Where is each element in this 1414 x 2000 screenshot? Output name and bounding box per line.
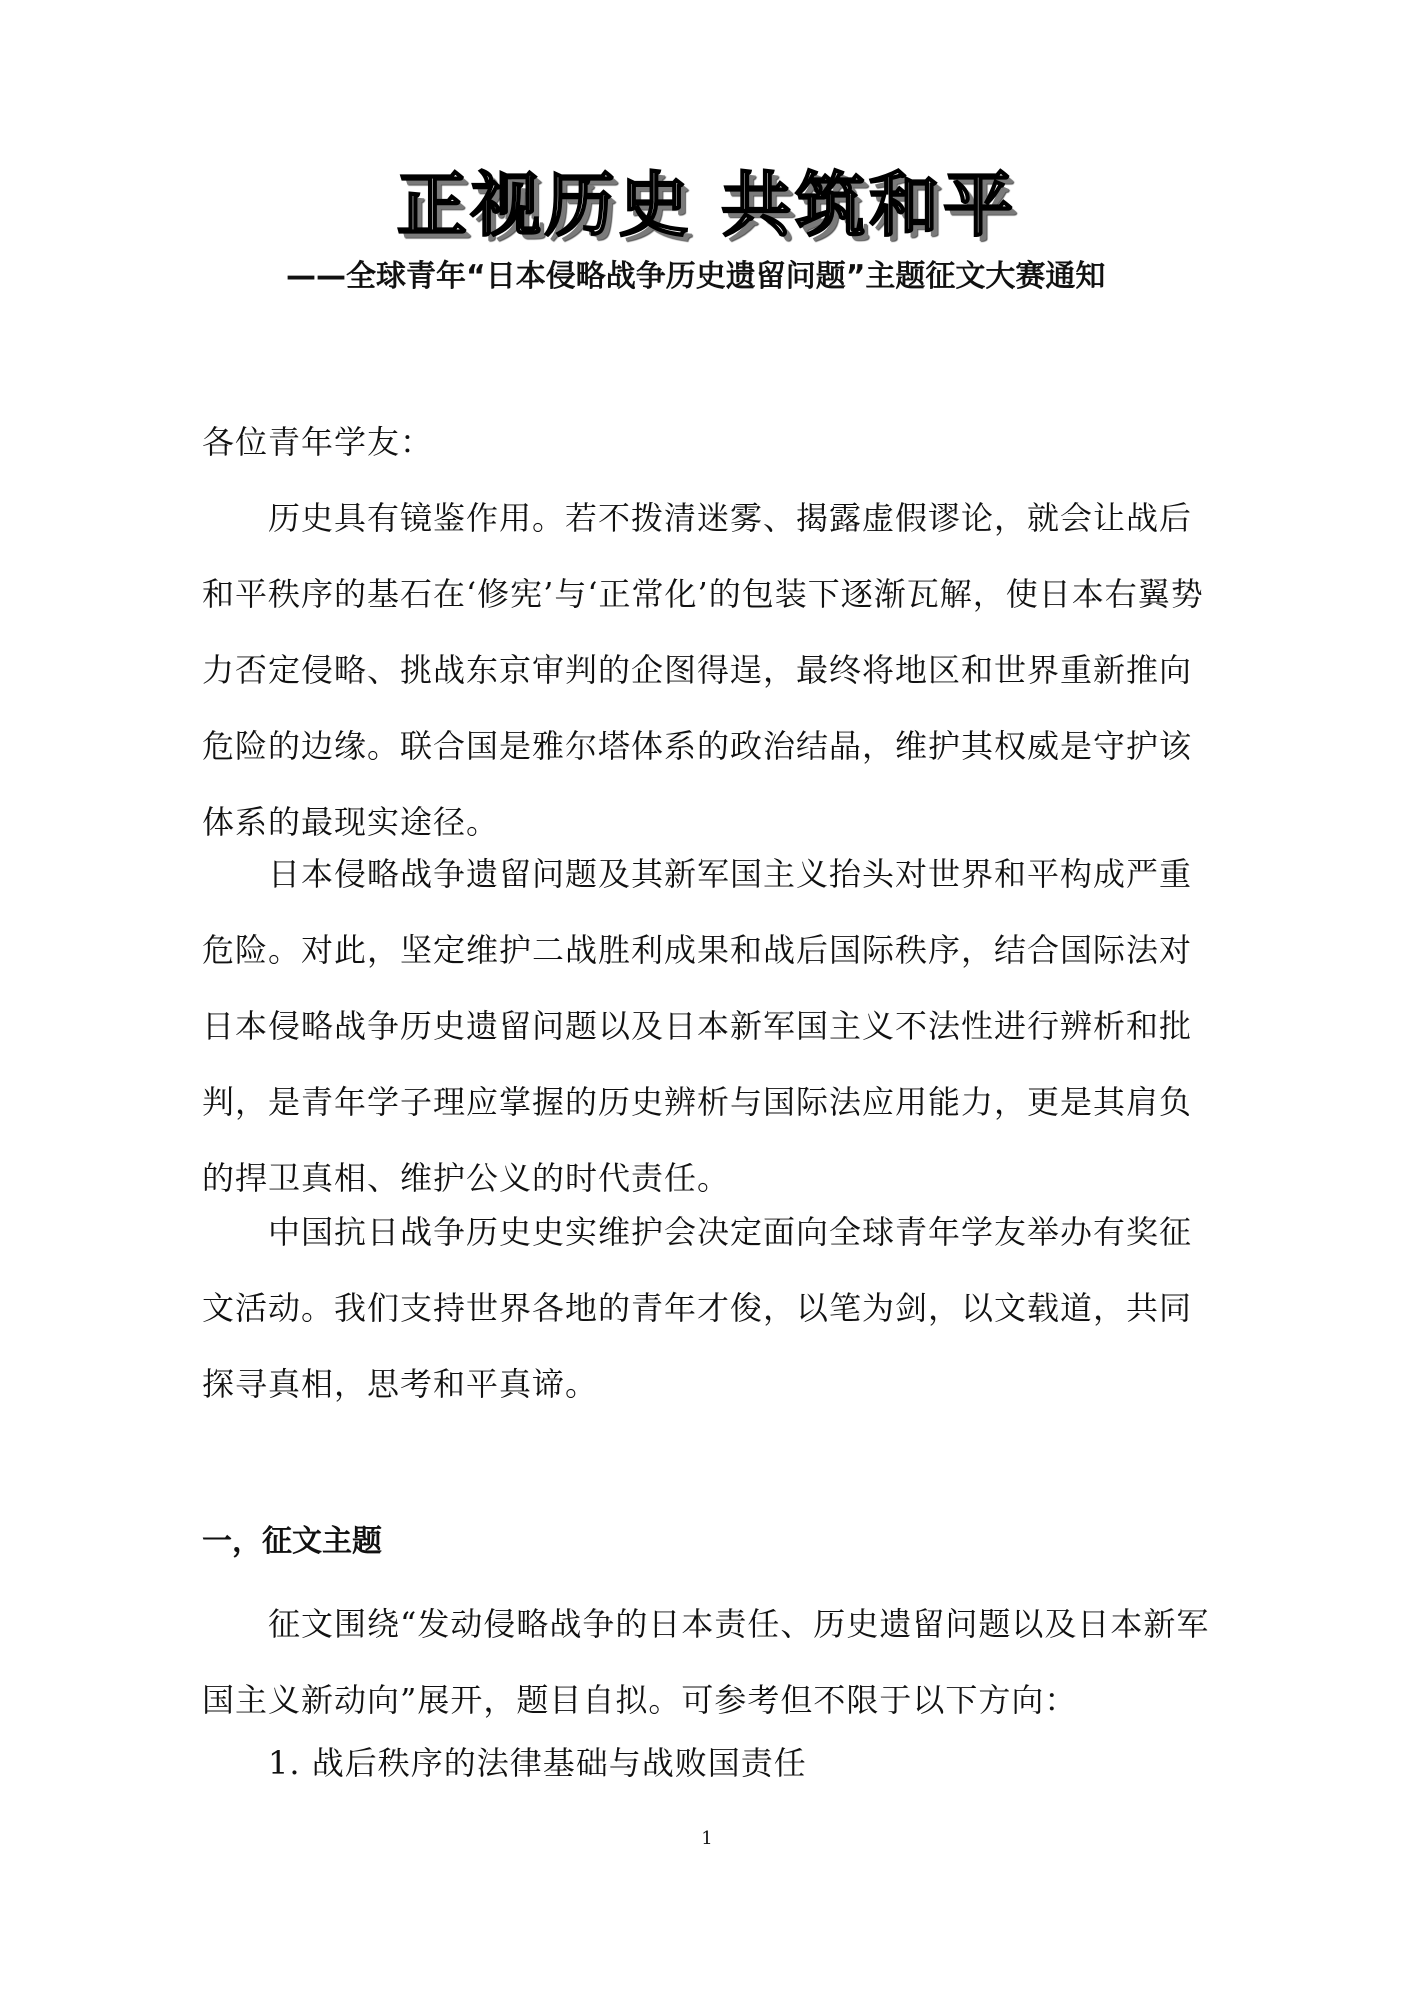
paragraph-2: 日本侵略战争遗留问题及其新军国主义抬头对世界和平构成严重危险。对此，坚定维护二战胜利成果和战后国际秩序，结合国际法对日本侵略战争历史遗留问题以及日本新军国主义不法性进行辨析和批判，是青年学子理应掌握的历史辨析与国际法应用能力，更是其肩负的捍卫真相、维护公义的时代责任。 — [202, 855, 1193, 1197]
page-number: 1 — [701, 1828, 713, 1849]
paragraph-3: 中国抗日战争历史史实维护会决定面向全球青年学友举办有奖征文活动。我们支持世界各地的青年才俊，以笔为剑，以文载道，共同探寻真相，思考和平真谛。 — [202, 1213, 1193, 1403]
section-paragraph-topic: 征文围绕“发动侵略战争的日本责任、历史遗留问题以及日本新军国主义新动向”展开，题目自拟。可参考但不限于以下方向： — [202, 1605, 1210, 1719]
document-subtitle: ——全球青年“日本侵略战争历史遗留问题”主题征文大赛通知 — [286, 259, 1106, 294]
paragraph-1: 历史具有镜鉴作用。若不拨清迷雾、揭露虚假谬论，就会让战后和平秩序的基石在‘修宪’与‘正常化’的包装下逐渐瓦解，使日本右翼势力否定侵略、挑战东京审判的企图得逞，最终将地区和世界重新推向危险的边缘。联合国是雅尔塔体系的政治结晶，维护其权威是守护该体系的最现实途径。 — [202, 499, 1204, 841]
salutation: 各位青年学友： — [202, 423, 434, 461]
document-title: 正视历史 共筑和平 — [396, 164, 1018, 246]
section-heading-topic: 一，征文主题 — [202, 1524, 382, 1559]
list-item: 1. 战后秩序的法律基础与战败国责任 — [268, 1744, 807, 1782]
